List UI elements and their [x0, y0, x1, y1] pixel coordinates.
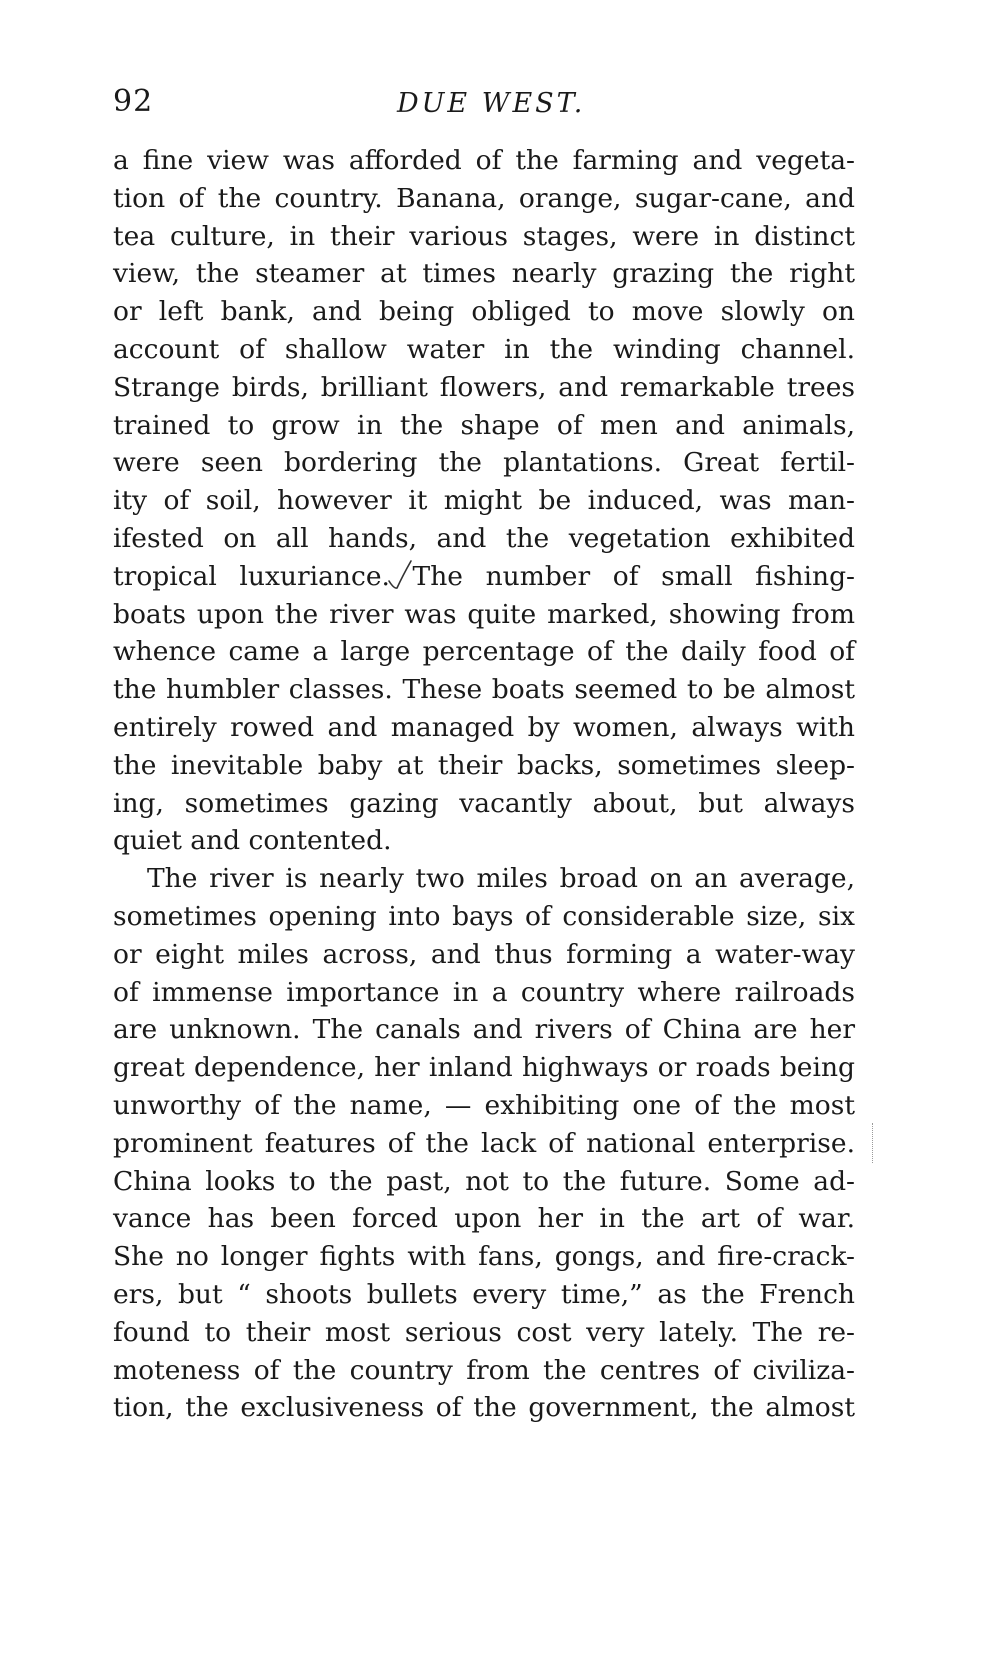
text-line: view, the steamer at times nearly grazing the right [113, 258, 855, 290]
text-line: tea culture, in their various stages, were in distinct [113, 220, 855, 252]
text-line: ifested on all hands, and the vegetation exhibited [113, 522, 855, 554]
body-text [113, 142, 855, 1427]
text-line: tropical luxuriance. The number of small fishing- [113, 560, 855, 592]
running-title: DUE WEST. [397, 88, 586, 119]
text-line: tion of the country. Banana, orange, sugar-cane, and [113, 182, 855, 214]
text-line: a fine view was afforded of the farming and vegeta- [113, 145, 855, 176]
text-line: quiet and contented. [113, 825, 392, 857]
text-line: great dependence, her inland highways or roads being [113, 1052, 855, 1084]
text-line: trained to grow in the shape of men and animals, [113, 409, 855, 441]
text-line: of immense importance in a country where railroads [113, 976, 855, 1008]
text-line: boats upon the river was quite marked, showing from [113, 598, 855, 630]
text-line: ing, sometimes gazing vacantly about, but always [113, 787, 855, 819]
text-line: vance has been forced upon her in the art of war. [113, 1203, 855, 1235]
text-line: tion, the exclusiveness of the government, the almost [113, 1392, 855, 1424]
text-line: sometimes opening into bays of considerable size, six [113, 900, 855, 932]
text-line: were seen bordering the plantations. Great fertil- [113, 447, 855, 479]
text-line: unworthy of the name, — exhibiting one of the most [113, 1089, 855, 1121]
text-line: or eight miles across, and thus forming a water-way [113, 938, 855, 970]
text-line: account of shallow water in the winding channel. [113, 333, 855, 365]
text-line: She no longer fights with fans, gongs, and fire-crack- [113, 1241, 855, 1273]
text-line: ity of soil, however it might be induced, was man- [113, 485, 855, 517]
text-line: moteness of the country from the centres of civiliza- [113, 1354, 855, 1386]
text-line: Strange birds, brilliant flowers, and remarkable trees [113, 371, 855, 403]
text-line: are unknown. The canals and rivers of China are her [113, 1014, 855, 1046]
page-number: 92 [113, 84, 154, 119]
text-line: ers, but “ shoots bullets every time,” as the French [113, 1278, 855, 1310]
text-line: the humbler classes. These boats seemed to be almost [113, 674, 855, 706]
text-line: whence came a large percentage of the daily food of [113, 636, 855, 668]
text-line: or left bank, and being obliged to move slowly on [113, 296, 855, 328]
pencil-check-mark-icon [385, 555, 415, 595]
text-line: entirely rowed and managed by women, always with [113, 711, 855, 743]
text-line: found to their most serious cost very lately. The re- [113, 1316, 855, 1348]
running-head [113, 82, 855, 122]
text-line: prominent features of the lack of national enterprise. [113, 1127, 855, 1159]
text-line: The river is nearly two miles broad on an average, [147, 863, 855, 895]
text-line: China looks to the past, not to the future. Some ad- [113, 1165, 855, 1197]
margin-mark [872, 1123, 877, 1163]
text-line: the inevitable baby at their backs, sometimes sleep- [113, 749, 855, 781]
